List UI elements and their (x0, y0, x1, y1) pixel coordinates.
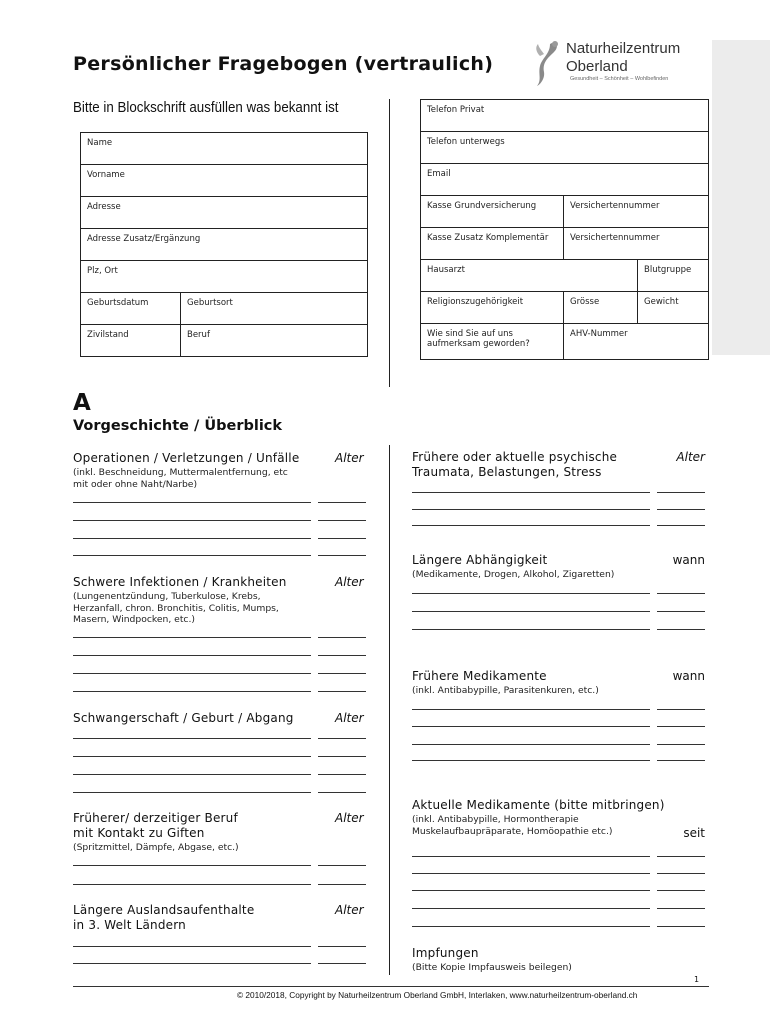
answer-line-text[interactable] (73, 673, 311, 674)
item-title: Frühere oder aktuelle psychische (412, 450, 618, 464)
item-column-label: wann (672, 669, 705, 683)
section-letter: A (73, 390, 91, 416)
field-label: Geburtsort (187, 298, 233, 308)
answer-line-age[interactable] (318, 655, 366, 656)
answer-line-age[interactable] (657, 629, 705, 630)
personal-data-table-right (420, 99, 709, 360)
logo-tagline: Gesundheit – Schönheit – Wohlbefinden (570, 76, 669, 82)
answer-line-age[interactable] (657, 611, 705, 612)
field-email[interactable] (421, 164, 709, 196)
logo-figure-icon (532, 38, 566, 88)
answer-line-age[interactable] (318, 884, 366, 885)
answer-line[interactable] (73, 774, 366, 775)
item-title: Schwangerschaft / Geburt / Abgang (73, 711, 294, 725)
field-label: Geburtsdatum (87, 298, 149, 308)
field-label: Beruf (187, 330, 210, 340)
logo-text-line2: Oberland (566, 58, 628, 75)
field-label: Name (87, 138, 113, 148)
field-name[interactable] (81, 133, 368, 165)
answer-line[interactable] (412, 629, 705, 630)
answer-line-text[interactable] (412, 593, 650, 594)
footer-divider (73, 986, 709, 987)
field-label: Zivilstand (87, 330, 129, 340)
answer-line-age[interactable] (318, 691, 366, 692)
field-versichertennummer-grund[interactable] (564, 196, 709, 228)
item-column-label: Alter (335, 451, 364, 465)
answer-line-age[interactable] (657, 593, 705, 594)
field-groesse[interactable] (564, 292, 638, 324)
answer-line-text[interactable] (73, 884, 311, 885)
field-geburtsort[interactable] (181, 293, 368, 325)
item-note: Muskelaufbaupräparate, Homöopathie etc.) (412, 825, 613, 837)
answer-line-text[interactable] (412, 890, 650, 891)
item-title: Impfungen (412, 946, 479, 960)
item-note: (Bitte Kopie Impfausweis beilegen) (412, 962, 572, 973)
answer-line[interactable] (412, 611, 705, 612)
answer-line-text[interactable] (412, 760, 650, 761)
field-blutgruppe[interactable] (638, 260, 709, 292)
field-label: Religionszugehörigkeit (427, 297, 524, 307)
field-label: Email (427, 169, 451, 179)
answer-line-age[interactable] (657, 856, 705, 857)
answer-line[interactable] (412, 926, 705, 927)
field-label: Plz, Ort (87, 266, 118, 276)
field-label: Adresse Zusatz/Ergänzung (87, 234, 201, 244)
answer-line-age[interactable] (657, 744, 705, 745)
field-religion[interactable] (421, 292, 564, 324)
item-note: (Spritzmittel, Dämpfe, Abgase, etc.) (73, 842, 239, 853)
item-title: Aktuelle Medikamente (bitte mitbringen) (412, 798, 665, 812)
answer-line-text[interactable] (73, 865, 311, 866)
answer-line-age[interactable] (318, 946, 366, 947)
answer-line[interactable] (412, 890, 705, 891)
answer-line-age[interactable] (318, 738, 366, 739)
answer-line[interactable] (412, 744, 705, 745)
answer-line[interactable] (73, 520, 366, 521)
answer-line-text[interactable] (412, 629, 650, 630)
field-label: Adresse (87, 202, 121, 212)
field-vorname[interactable] (81, 165, 368, 197)
item-note: (Lungenentzündung, Tuberkulose, Krebs, (73, 591, 261, 602)
field-zivilstand[interactable] (81, 325, 181, 357)
item-title: Traumata, Belastungen, Stress (412, 465, 602, 479)
item-note: Masern, Windpocken, etc.) (73, 614, 195, 625)
answer-line[interactable] (73, 792, 366, 793)
answer-line[interactable] (73, 756, 366, 757)
field-label: Gewicht (644, 297, 679, 307)
answer-line-text[interactable] (73, 738, 311, 739)
answer-line[interactable] (412, 593, 705, 594)
answer-line[interactable] (73, 538, 366, 539)
item-note: (inkl. Beschneidung, Muttermalentfernung, etc (73, 467, 288, 478)
answer-line-age[interactable] (318, 673, 366, 674)
page-number: 1 (694, 975, 700, 984)
answer-line-age[interactable] (657, 492, 705, 493)
item-title: Früherer/ derzeitiger Beruf (73, 811, 238, 825)
item-title: Schwere Infektionen / Krankheiten (73, 575, 287, 589)
item-column-label: Alter (335, 903, 364, 917)
answer-line-age[interactable] (657, 709, 705, 710)
answer-line-text[interactable] (412, 926, 650, 927)
logo-text-line1: Naturheilzentrum (566, 40, 681, 57)
field-label: Vorname (87, 170, 125, 180)
answer-line[interactable] (73, 738, 366, 739)
field-adresse-zusatz[interactable] (81, 229, 368, 261)
answer-line-age[interactable] (657, 760, 705, 761)
item-title: Frühere Medikamente (412, 669, 547, 683)
field-gewicht[interactable] (638, 292, 709, 324)
item-title: Längere Auslandsaufenthalte (73, 903, 255, 917)
answer-line-age[interactable] (657, 726, 705, 727)
field-kasse-grundversicherung[interactable] (421, 196, 564, 228)
column-divider-bottom (389, 445, 390, 975)
field-label: Blutgruppe (644, 265, 692, 275)
item-title: Operationen / Verletzungen / Unfälle (73, 451, 300, 465)
field-kasse-zusatz[interactable] (421, 228, 564, 260)
field-geburtsdatum[interactable] (81, 293, 181, 325)
answer-line[interactable] (73, 865, 366, 866)
answer-line[interactable] (412, 525, 705, 526)
answer-line-age[interactable] (318, 865, 366, 866)
answer-line-text[interactable] (73, 555, 311, 556)
answer-line-age[interactable] (318, 792, 366, 793)
answer-line-age[interactable] (657, 890, 705, 891)
field-label: Versichertennummer (570, 201, 660, 211)
answer-line[interactable] (412, 709, 705, 710)
field-versichertennummer-zusatz[interactable] (564, 228, 709, 260)
answer-line[interactable] (73, 884, 366, 885)
answer-line-text[interactable] (412, 873, 650, 874)
answer-line[interactable] (73, 963, 366, 964)
field-label: Telefon unterwegs (427, 137, 505, 147)
answer-line[interactable] (412, 873, 705, 874)
answer-line-text[interactable] (412, 611, 650, 612)
right-margin-strip (712, 40, 770, 355)
field-label: Versichertennummer (570, 233, 660, 243)
answer-line[interactable] (412, 492, 705, 493)
answer-line-age[interactable] (318, 637, 366, 638)
logo (532, 38, 710, 88)
answer-line[interactable] (73, 637, 366, 638)
field-label: Hausarzt (427, 265, 465, 275)
answer-line-text[interactable] (73, 774, 311, 775)
answer-line-text[interactable] (73, 655, 311, 656)
answer-line-age[interactable] (318, 520, 366, 521)
answer-line-text[interactable] (412, 525, 650, 526)
answer-line-text[interactable] (73, 520, 311, 521)
answer-line-age[interactable] (657, 908, 705, 909)
item-note: (inkl. Antibabypille, Parasitenkuren, etc.) (412, 685, 599, 696)
section-title: Vorgeschichte / Überblick (73, 418, 283, 434)
column-divider-top (389, 99, 390, 387)
answer-line-text[interactable] (412, 908, 650, 909)
item-title: Längere Abhängigkeit (412, 553, 548, 567)
answer-line[interactable] (73, 673, 366, 674)
item-column-label: seit (683, 826, 705, 840)
item-note: Herzanfall, chron. Bronchitis, Colitis, Mumps, (73, 602, 279, 614)
answer-line-text[interactable] (412, 726, 650, 727)
field-adresse[interactable] (81, 197, 368, 229)
answer-line-age[interactable] (657, 873, 705, 874)
answer-line-text[interactable] (412, 744, 650, 745)
item-column-label: Alter (676, 450, 705, 464)
answer-line[interactable] (412, 726, 705, 727)
item-column-label: wann (672, 553, 705, 567)
item-title: mit Kontakt zu Giften (73, 826, 205, 840)
field-label: AHV-Nummer (570, 329, 628, 339)
answer-line[interactable] (73, 555, 366, 556)
answer-line[interactable] (73, 502, 366, 503)
answer-line[interactable] (412, 760, 705, 761)
field-label: Kasse Grundversicherung (427, 201, 537, 211)
field-plz-ort[interactable] (81, 261, 368, 293)
personal-data-table-left (80, 132, 368, 357)
field-telefon-unterwegs[interactable] (421, 132, 709, 164)
page-subtitle: Bitte in Blockschrift ausfüllen was bekannt ist (73, 100, 339, 116)
answer-line-text[interactable] (412, 492, 650, 493)
field-label: Wie sind Sie auf uns aufmerksam geworden? (427, 329, 530, 349)
field-ahv-nummer[interactable] (564, 324, 709, 360)
page-title: Persönlicher Fragebogen (vertraulich) (73, 53, 494, 75)
answer-line-age[interactable] (318, 502, 366, 503)
field-label: Kasse Zusatz Komplementär (427, 233, 549, 243)
answer-line[interactable] (412, 856, 705, 857)
answer-line-text[interactable] (73, 946, 311, 947)
answer-line[interactable] (412, 908, 705, 909)
answer-line-age[interactable] (318, 555, 366, 556)
field-label: Grösse (570, 297, 600, 307)
answer-line-text[interactable] (412, 709, 650, 710)
field-beruf[interactable] (181, 325, 368, 357)
item-note: mit oder ohne Naht/Narbe) (73, 478, 198, 490)
answer-line-text[interactable] (412, 509, 650, 510)
answer-line[interactable] (73, 655, 366, 656)
item-column-label: Alter (335, 711, 364, 725)
answer-line-age[interactable] (318, 774, 366, 775)
answer-line[interactable] (73, 691, 366, 692)
answer-line-text[interactable] (73, 637, 311, 638)
field-telefon-privat[interactable] (421, 100, 709, 132)
item-column-label: Alter (335, 811, 364, 825)
item-note: (Medikamente, Drogen, Alkohol, Zigaretten) (412, 569, 615, 580)
answer-line-text[interactable] (73, 792, 311, 793)
answer-line-age[interactable] (318, 756, 366, 757)
answer-line[interactable] (412, 509, 705, 510)
answer-line-age[interactable] (318, 538, 366, 539)
answer-line-age[interactable] (657, 509, 705, 510)
answer-line-age[interactable] (657, 926, 705, 927)
item-column-label: Alter (335, 575, 364, 589)
answer-line-age[interactable] (657, 525, 705, 526)
item-note: (inkl. Antibabypille, Hormontherapie (412, 814, 579, 825)
answer-line[interactable] (73, 946, 366, 947)
field-label: Telefon Privat (427, 105, 485, 115)
field-aufmerksam-geworden[interactable] (421, 324, 564, 360)
field-hausarzt[interactable] (421, 260, 638, 292)
answer-line-text[interactable] (73, 963, 311, 964)
item-title: in 3. Welt Ländern (73, 918, 186, 932)
answer-line-text[interactable] (73, 756, 311, 757)
answer-line-age[interactable] (318, 963, 366, 964)
footer-copyright: © 2010/2018, Copyright by Naturheilzentrum Oberland GmbH, Interlaken, www.naturheilzentrum-oberland.ch (237, 990, 638, 1000)
answer-line-text[interactable] (73, 538, 311, 539)
answer-line-text[interactable] (412, 856, 650, 857)
answer-line-text[interactable] (73, 691, 311, 692)
answer-line-text[interactable] (73, 502, 311, 503)
